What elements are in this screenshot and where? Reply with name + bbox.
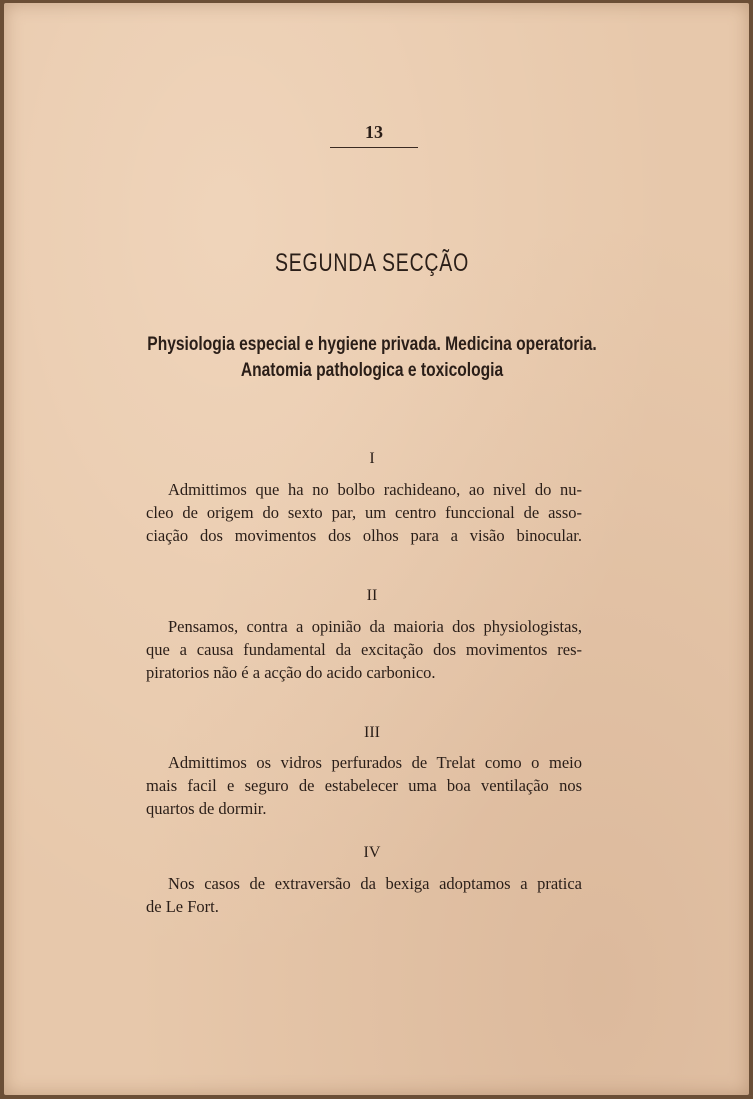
- proposition-numeral-3: III: [364, 724, 380, 741]
- proposition-2-line-2: que a causa fundamental da excitação dos movimentos res-: [146, 640, 582, 659]
- proposition-numeral-2: II: [366, 587, 378, 604]
- proposition-4-line-2: de Le Fort.: [146, 897, 219, 916]
- proposition-numeral-4: IV: [363, 844, 381, 861]
- proposition-1-line-1: Admittimos que ha no bolbo rachideano, ao nivel do nu-: [168, 480, 582, 499]
- page-number: 13: [365, 122, 383, 142]
- proposition-2-line-1: Pensamos, contra a opinião da maioria dos physiologistas,: [168, 617, 582, 636]
- proposition-3-line-1: Admittimos os vidros perfurados de Trelat como o meio: [168, 753, 582, 772]
- proposition-1-line-2: cleo de origem do sexto par, um centro funccional de asso-: [146, 503, 582, 522]
- proposition-3-line-3: quartos de dormir.: [146, 799, 267, 818]
- section-title: SEGUNDA SECÇÃO: [274, 249, 470, 277]
- proposition-1-line-3: ciação dos movimentos dos olhos para a visão binocular.: [146, 526, 582, 545]
- proposition-3-line-2: mais facil e seguro de estabelecer uma boa ventilação nos: [146, 776, 582, 795]
- proposition-numeral-1: I: [369, 450, 375, 467]
- page-number-rule: [330, 147, 418, 148]
- subtitle-line-2: Anatomia pathologica e toxicologia: [240, 360, 504, 381]
- proposition-2-line-3: piratorios não é a acção do acido carbonico.: [146, 663, 436, 682]
- proposition-4-line-1: Nos casos de extraversão da bexiga adoptamos a pratica: [168, 874, 582, 893]
- subtitle-line-1: Physiologia especial e hygiene privada. Medicina operatoria.: [147, 334, 597, 355]
- document-page: [4, 3, 749, 1095]
